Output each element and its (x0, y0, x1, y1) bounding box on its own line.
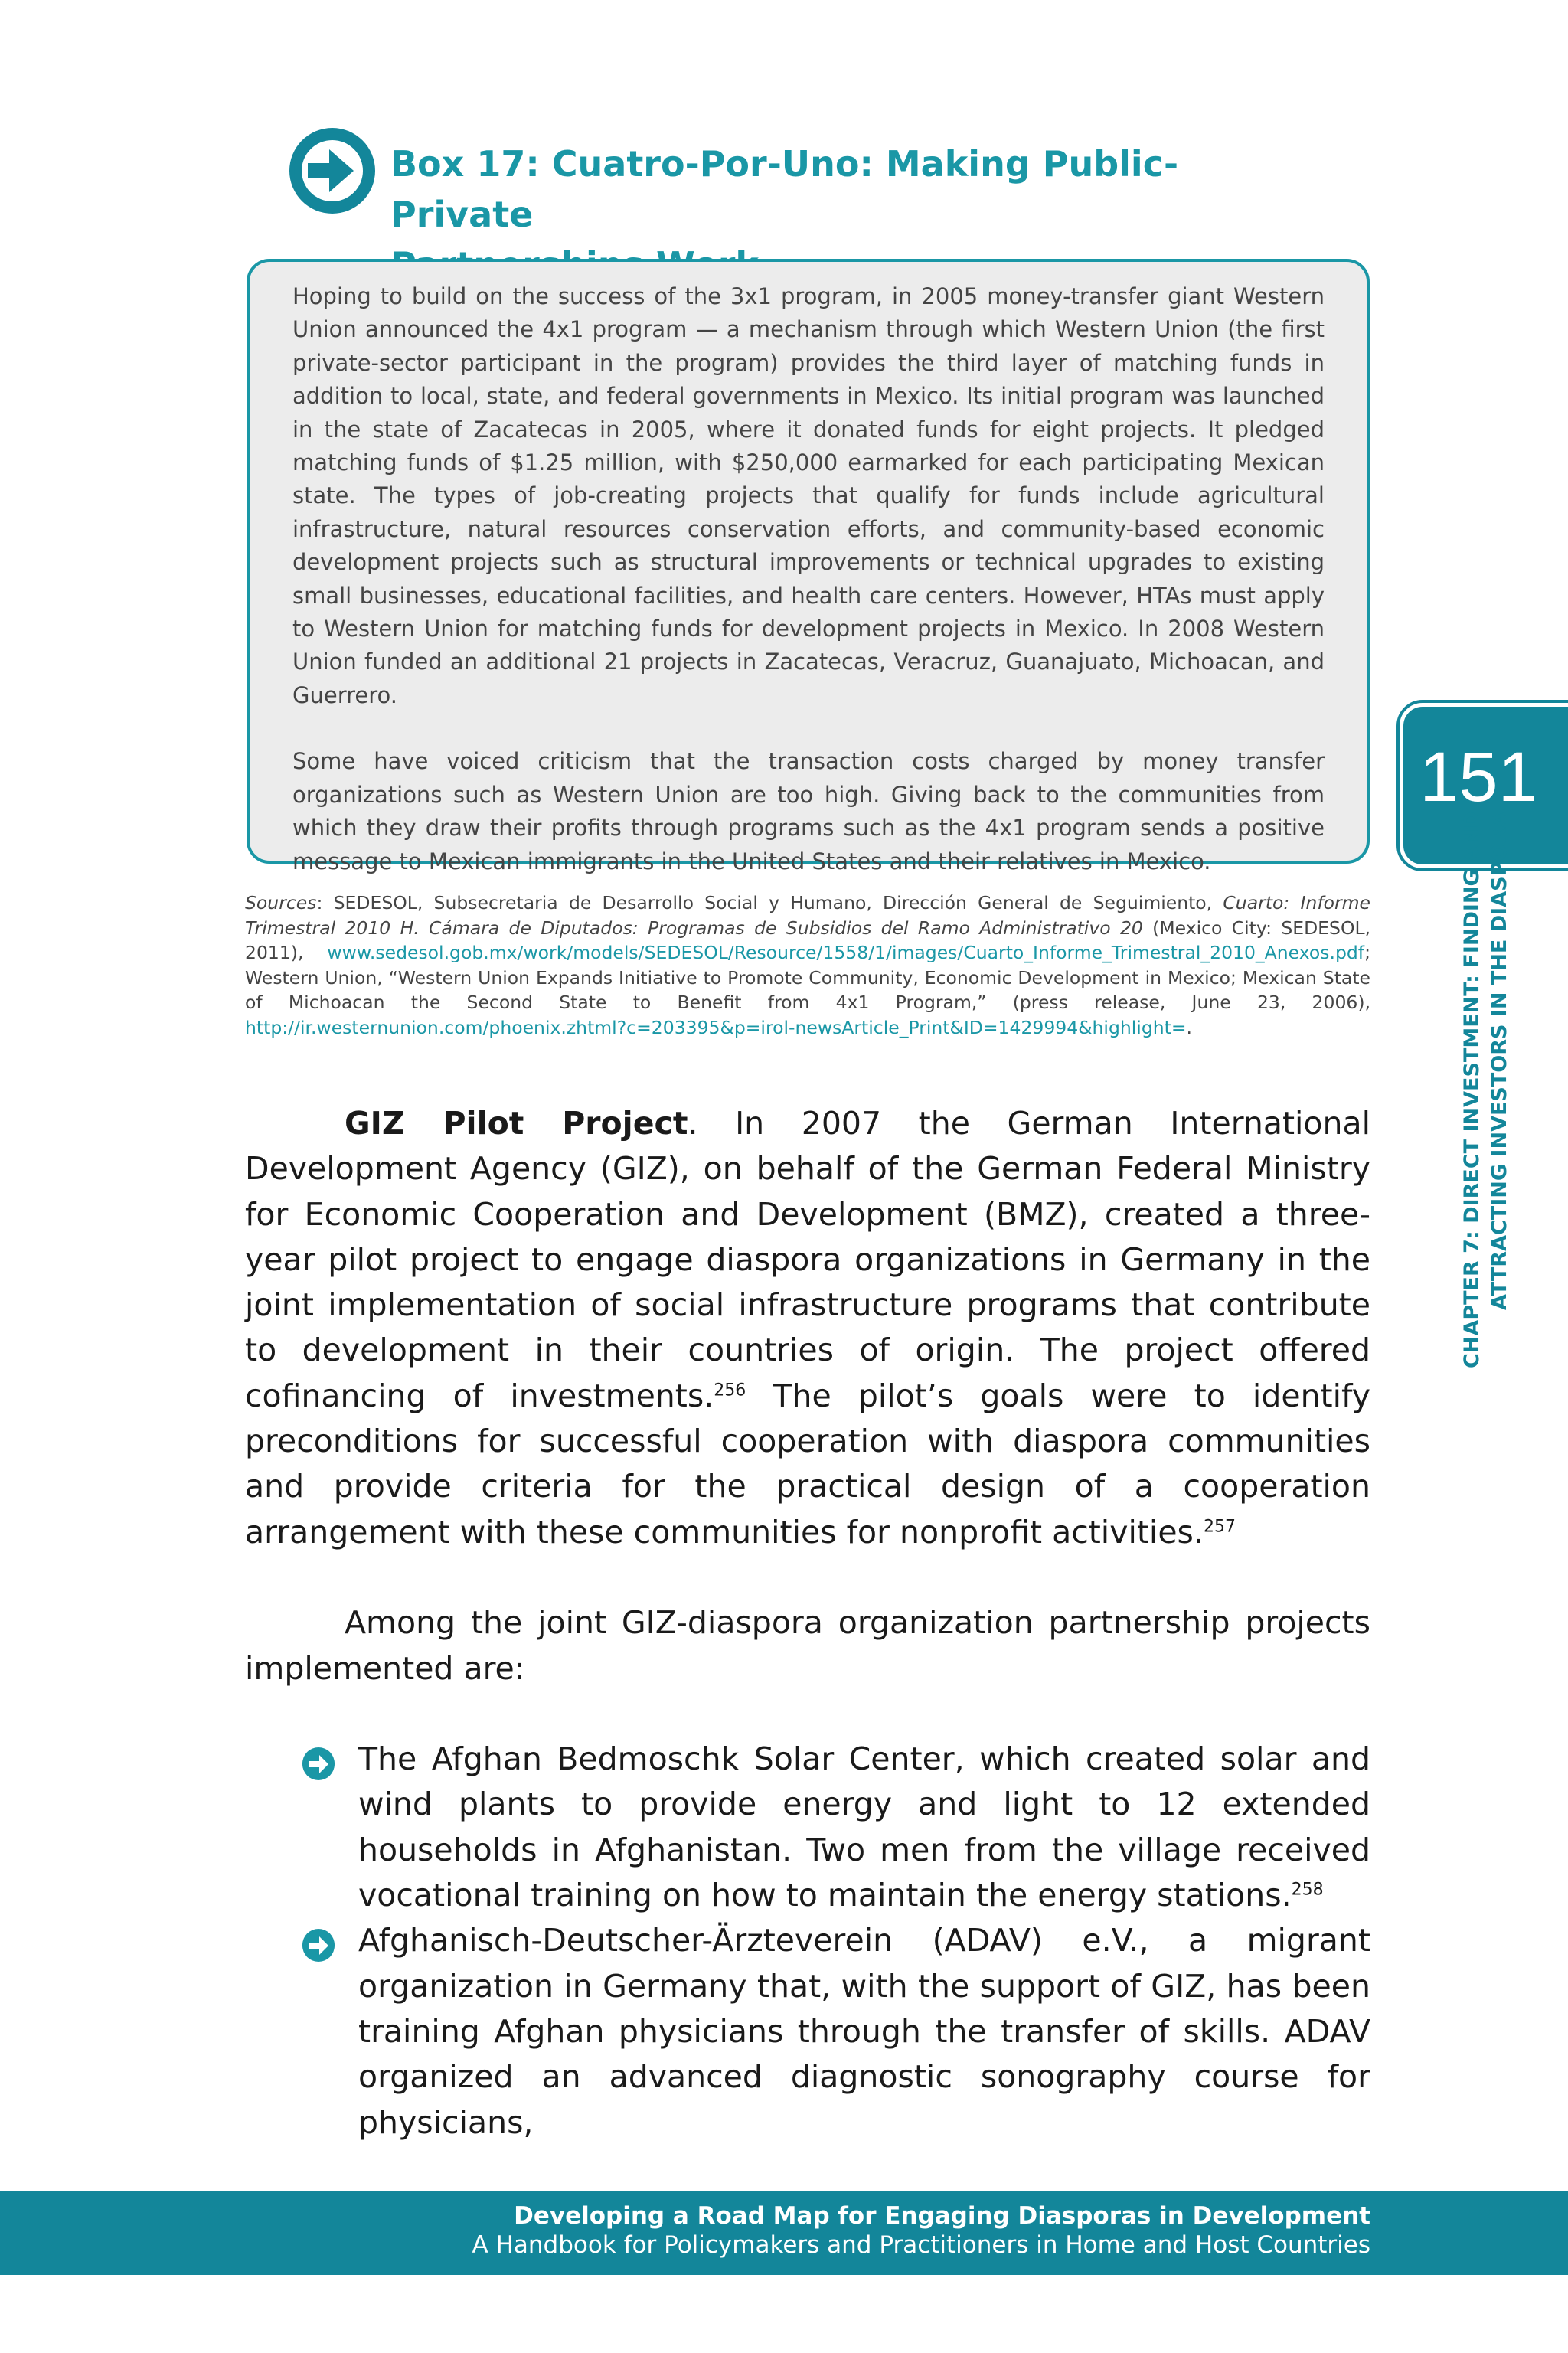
sources-label: Sources (245, 892, 317, 913)
arrow-bullet-icon (302, 1929, 335, 1961)
bullet-text-1: The Afghan Bedmoschk Solar Center, which created solar and wind plants to provide energy and light to 12 extended households in Afghanistan. Two men from the village received vocational training on how to maintain the energy stations. (358, 1740, 1370, 1914)
blank-line (245, 1691, 1370, 1737)
list-item (245, 1918, 1370, 2145)
box-title-line1: Box 17: Cuatro-Por-Uno: Making Public-Private (390, 143, 1179, 235)
sources-text-3: ; Western Union, “Western Union Expands Initiative to Promote Community, Economic Development in Mexico; Mexican State of Michoacan the Second State to Benefit from 4x1 Program,” (press release, June 23, 2006), (245, 942, 1370, 1013)
blank-line (245, 1555, 1370, 1600)
body-text (245, 1101, 1370, 2145)
footer-subtitle: A Handbook for Policymakers and Practitioners in Home and Host Countries (472, 2231, 1370, 2259)
list-item (245, 1737, 1370, 1918)
body-p1-text: . In 2007 the German International Development Agency (GIZ), on behalf of the German Federal Ministry for Economic Cooperation and Development (BMZ), created a three-year pilot project to engage diaspora organizations in Germany in the joint implementation of social infrastructure programs that contribute to development in their countries of origin. The project offered cofinancing of investments. (245, 1105, 1370, 1414)
arrow-bullet-icon (302, 1747, 335, 1779)
sources-text-1: : SEDESOL, Subsecretaria de Desarrollo Social y Humano, Dirección General de Seguimiento, (316, 892, 1223, 913)
chapter-line-1: CHAPTER 7: DIRECT INVESTMENT: FINDING AND (1460, 812, 1484, 1368)
box-heading (289, 126, 1285, 241)
body-paragraph-2: Among the joint GIZ-diaspora organization partnership projects implemented are: (245, 1604, 1370, 1687)
sources-text-2: (Mexico City: SEDESOL, 2011), (245, 917, 1371, 963)
body-p1-text-2: The pilot’s goals were to identify preconditions for successful cooperation with diaspora communities and provide criteria for the practical design of a cooperation arrangement with these communities for nonprofit activities. (245, 1377, 1371, 1551)
chapter-line-2: ATTRACTING INVESTORS IN THE DIASPORA (1488, 812, 1511, 1310)
project-list (245, 1737, 1370, 2145)
body-paragraph-1 (245, 1101, 1370, 1555)
giz-pilot-heading: GIZ Pilot Project (345, 1105, 688, 1142)
box-paragraph-1: Hoping to build on the success of the 3x1 program, in 2005 money-transfer giant Western Union announced the 4x1 program — a mechanism through which Western Union (the first private-sector participant in the program) provides the third layer of matching funds in addition to local, state, and federal governments in Mexico. Its initial program was launched in the state of Zacatecas in 2005, where it donated funds for eight projects. It pledged matching funds of $1.25 million, with $250,000 earmarked for each participating Mexican state. The types of job-creating projects that qualify for funds include agricultural infrastructure, natural resources conservation efforts, and community-based economic development projects such as structural improvements or technical upgrades to existing small businesses, educational facilities, and health care centers. However, HTAs must apply to Western Union for matching funds for development projects in Mexico. In 2008 Western Union funded an additional 21 projects in Zacatecas, Veracruz, Guanajuato, Michoacan, and Guerrero. (292, 283, 1325, 708)
sources-text-4: . (1186, 1016, 1193, 1038)
footnote-ref-256: 256 (714, 1381, 746, 1400)
sources-italic-title: Cuarto: Informe Trimestral 2010 H. Cámara de Diputados: Programas de Subsidios del Ramo Administrativo 20 (245, 892, 1370, 939)
page-number: 151 (1419, 738, 1537, 816)
chapter-running-head (1459, 812, 1514, 1440)
sources-link-westernunion[interactable]: http://ir.westernunion.com/phoenix.zhtml?c=203395&p=irol-newsArticle_Print&ID=1429994&highlight= (245, 1016, 1187, 1038)
sources-link-sedesol[interactable]: www.sedesol.gob.mx/work/models/SEDESOL/Resource/1558/1/images/Cuarto_Informe_Trimestral_2010_Anexos.pdf (327, 942, 1365, 963)
box-content (292, 280, 1325, 911)
footnote-ref-257: 257 (1203, 1517, 1236, 1537)
box-paragraph-2: Some have voiced criticism that the transaction costs charged by money transfer organizations such as Western Union are too high. Giving back to the communities from which they draw their profits through programs such as the 4x1 program sends a positive message to Mexican immigrants in the United States and their relatives in Mexico. (292, 748, 1325, 874)
arrow-right-icon (289, 128, 375, 214)
sources-note (245, 891, 1370, 1040)
footnote-ref-258: 258 (1291, 1880, 1324, 1900)
bullet-text-2: Afghanisch-Deutscher-Ärzteverein (ADAV) e.V., a migrant organization in Germany that, with the support of GIZ, has been training Afghan physicians through the transfer of skills. ADAV organized an advanced diagnostic sonography course for physicians, (358, 1922, 1370, 2141)
footer-title: Developing a Road Map for Engaging Diasporas in Development (514, 2202, 1370, 2230)
